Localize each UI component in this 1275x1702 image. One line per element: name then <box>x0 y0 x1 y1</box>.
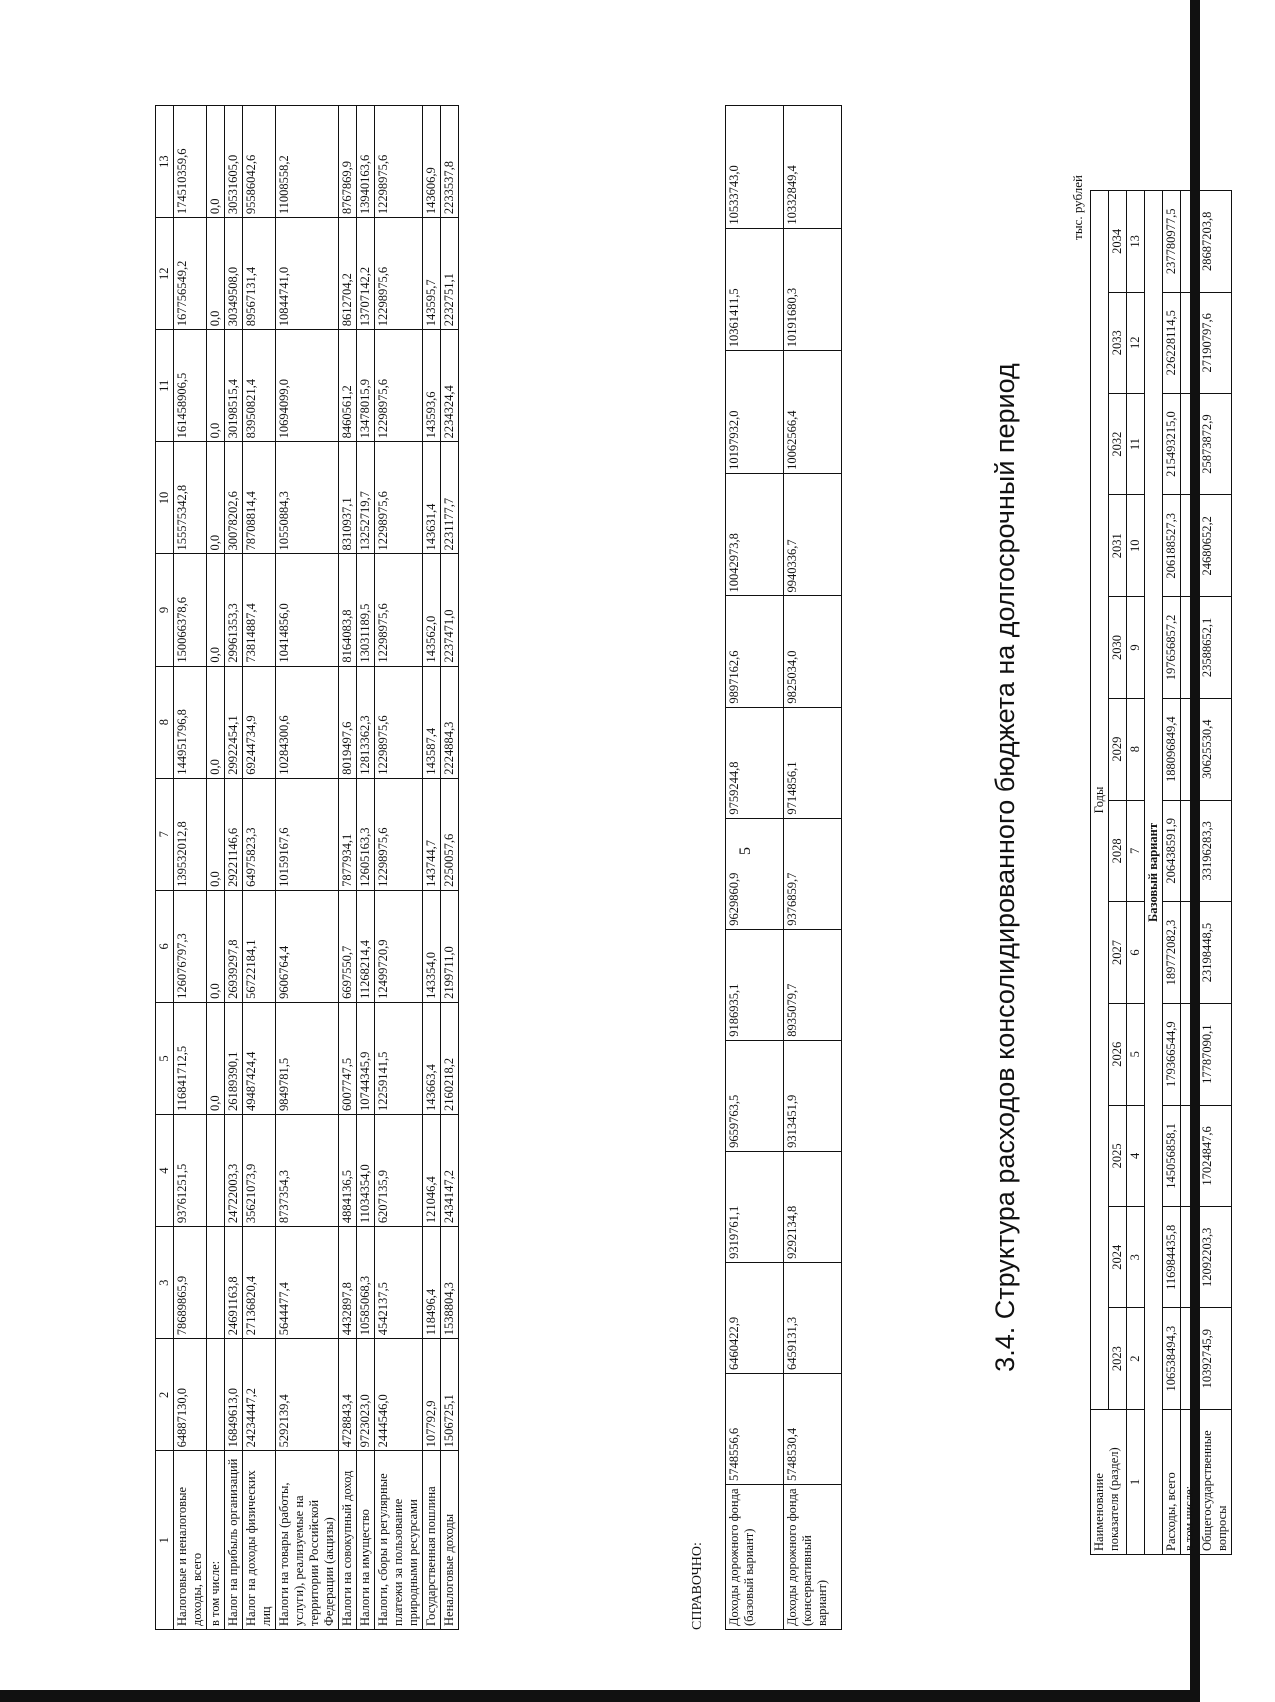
row-label: Государственная пошлина <box>423 1451 441 1630</box>
table-cell: 197656857,2 <box>1163 597 1181 699</box>
table-cell: 9940336,7 <box>784 473 842 596</box>
column-number: 5 <box>156 1002 174 1114</box>
table-cell: 9313451,9 <box>784 1040 842 1151</box>
table-row <box>423 106 441 1630</box>
table-cell: 116984435,8 <box>1163 1207 1181 1308</box>
table-cell: 143562,0 <box>423 554 441 666</box>
table-cell: 49487424,4 <box>243 1002 276 1114</box>
table-cell: 26189390,1 <box>225 1002 243 1114</box>
scan-edge-bottom <box>0 1690 1200 1702</box>
table-row <box>357 106 375 1630</box>
table-cell: 4884136,5 <box>339 1115 357 1227</box>
table-cell: 23588652,1 <box>1199 597 1232 699</box>
column-number: 2 <box>156 1339 174 1451</box>
table-cell: 188096849,4 <box>1163 698 1181 800</box>
table-cell <box>1181 292 1199 393</box>
column-number: 3 <box>1127 1207 1145 1308</box>
table-cell: 29961353,3 <box>225 554 243 666</box>
table-cell: 121046,4 <box>423 1115 441 1227</box>
table-cell: 12259141,5 <box>375 1002 423 1114</box>
column-number: 3 <box>156 1227 174 1339</box>
table-cell: 6007747,5 <box>339 1002 357 1114</box>
table-cell: 0,0 <box>207 106 225 218</box>
table-cell: 143354,0 <box>423 890 441 1002</box>
column-number: 11 <box>1127 393 1145 495</box>
years-row <box>1109 191 1127 1555</box>
table-row <box>1181 191 1199 1555</box>
expenses-table <box>1090 190 1232 1555</box>
row-label: в том числе: <box>207 1451 225 1630</box>
table-cell: 2237471,0 <box>441 554 459 666</box>
revenue-table <box>155 105 459 1630</box>
table-row <box>207 106 225 1630</box>
table-cell: 93761251,5 <box>174 1115 207 1227</box>
table-cell: 12298975,6 <box>375 778 423 890</box>
table-cell: 126076797,3 <box>174 890 207 1002</box>
table-cell: 9897162,6 <box>726 596 784 707</box>
table-cell: 24722003,3 <box>225 1115 243 1227</box>
table-cell: 1538804,3 <box>441 1227 459 1339</box>
table-cell: 30198515,4 <box>225 330 243 442</box>
table-cell: 10361411,5 <box>726 228 784 351</box>
table-cell: 174510359,6 <box>174 106 207 218</box>
year-header: 2032 <box>1109 393 1127 495</box>
table-cell: 143606,9 <box>423 106 441 218</box>
table-cell: 8460561,2 <box>339 330 357 442</box>
column-number: 9 <box>1127 597 1145 699</box>
table-cell: 106538494,3 <box>1163 1308 1181 1410</box>
table-cell: 145056858,1 <box>1163 1105 1181 1207</box>
table-cell <box>1181 1105 1199 1207</box>
table-cell: 56722184,1 <box>243 890 276 1002</box>
row-label: в том числе: <box>1181 1410 1199 1555</box>
table-cell: 155575342,8 <box>174 442 207 554</box>
table-cell: 139532012,8 <box>174 778 207 890</box>
table-cell: 8019497,6 <box>339 666 357 778</box>
table-cell: 9629860,9 <box>726 818 784 929</box>
column-number: 10 <box>156 442 174 554</box>
year-header: 2025 <box>1109 1105 1127 1207</box>
table-cell: 12813362,3 <box>357 666 375 778</box>
table-cell <box>1181 1207 1199 1308</box>
table-row <box>375 106 423 1630</box>
table-cell: 10197932,0 <box>726 351 784 474</box>
table-cell <box>1181 495 1199 597</box>
table-cell: 7877934,1 <box>339 778 357 890</box>
year-header: 2029 <box>1109 698 1127 800</box>
row-label: Доходы дорожного фонда (базовый вариант) <box>726 1485 784 1630</box>
table-cell <box>1181 393 1199 495</box>
table-cell: 10392745,9 <box>1199 1308 1232 1410</box>
table-cell: 167756549,2 <box>174 218 207 330</box>
table-cell: 144951796,8 <box>174 666 207 778</box>
row-label: Налоги на совокупный доход <box>339 1451 357 1630</box>
year-header: 2030 <box>1109 597 1127 699</box>
table-cell: 9292134,8 <box>784 1151 842 1262</box>
table-cell: 13031189,5 <box>357 554 375 666</box>
table-cell: 12499720,9 <box>375 890 423 1002</box>
table-cell: 116841712,5 <box>174 1002 207 1114</box>
column-number: 1 <box>1127 1410 1145 1555</box>
table-cell <box>1181 1003 1199 1105</box>
table-cell: 2250057,6 <box>441 778 459 890</box>
table-cell: 35621073,9 <box>243 1115 276 1227</box>
row-label: Налог на доходы физических лиц <box>243 1451 276 1630</box>
table-cell: 10844741,0 <box>276 218 339 330</box>
table-cell: 6459131,3 <box>784 1262 842 1373</box>
table-cell: 27190797,6 <box>1199 292 1232 393</box>
table-cell: 10744345,9 <box>357 1002 375 1114</box>
table-cell: 2434147,2 <box>441 1115 459 1227</box>
year-header: 2031 <box>1109 495 1127 597</box>
table-cell: 69244734,9 <box>243 666 276 778</box>
table-cell <box>1181 191 1199 293</box>
table-cell: 30531605,0 <box>225 106 243 218</box>
table-cell: 73814887,4 <box>243 554 276 666</box>
table-cell: 0,0 <box>207 330 225 442</box>
table-row <box>784 106 842 1630</box>
table-cell: 13252719,7 <box>357 442 375 554</box>
column-number: 4 <box>1127 1105 1145 1207</box>
table-cell: 10332849,4 <box>784 106 842 229</box>
table-cell: 2233537,8 <box>441 106 459 218</box>
section-heading: 3.4. Структура расходов консолидированного бюджета на долгосрочный период <box>990 363 1020 1372</box>
row-label: Налоги, сборы и регулярные платежи за пользование природными ресурсами <box>375 1451 423 1630</box>
table-cell: 17787090,1 <box>1199 1003 1232 1105</box>
column-number: 13 <box>156 106 174 218</box>
table-cell: 6697550,7 <box>339 890 357 1002</box>
table-cell: 30078202,6 <box>225 442 243 554</box>
table-cell: 107792,9 <box>423 1339 441 1451</box>
table-cell: 10042973,8 <box>726 473 784 596</box>
table-cell: 0,0 <box>207 778 225 890</box>
row-label: Расходы, всего <box>1163 1410 1181 1555</box>
column-number: 12 <box>1127 292 1145 393</box>
column-number: 10 <box>1127 495 1145 597</box>
table-row <box>339 106 357 1630</box>
table-cell <box>1181 1308 1199 1410</box>
page-number: 5 <box>737 847 754 855</box>
year-header: 2034 <box>1109 191 1127 293</box>
column-number: 4 <box>156 1115 174 1227</box>
rotated-content <box>95 80 1275 1640</box>
year-header: 2023 <box>1109 1308 1127 1410</box>
table-cell: 24680652,2 <box>1199 495 1232 597</box>
table-cell: 9759244,8 <box>726 707 784 818</box>
table-cell: 9723023,0 <box>357 1339 375 1451</box>
table-row <box>1199 191 1232 1555</box>
column-number: 1 <box>156 1451 174 1630</box>
year-header: 2027 <box>1109 902 1127 1004</box>
table-cell: 2199711,0 <box>441 890 459 1002</box>
table-cell: 0,0 <box>207 890 225 1002</box>
table-cell <box>1181 800 1199 902</box>
table-cell: 64887130,0 <box>174 1339 207 1451</box>
table-cell: 12298975,6 <box>375 106 423 218</box>
table-cell <box>207 1227 225 1339</box>
table-row <box>1163 191 1181 1555</box>
column-number: 2 <box>1127 1308 1145 1410</box>
row-label: Налоговые и неналоговые доходы, всего <box>174 1451 207 1630</box>
table-row <box>243 106 276 1630</box>
column-number: 6 <box>156 890 174 1002</box>
table-cell: 10533743,0 <box>726 106 784 229</box>
table-cell: 11008558,2 <box>276 106 339 218</box>
table-cell: 206438591,9 <box>1163 800 1181 902</box>
table-cell: 17024847,6 <box>1199 1105 1232 1207</box>
table-cell: 143631,4 <box>423 442 441 554</box>
table-cell: 9849781,5 <box>276 1002 339 1114</box>
table-cell: 9376859,7 <box>784 818 842 929</box>
table-cell: 13940163,6 <box>357 106 375 218</box>
table-cell: 143744,7 <box>423 778 441 890</box>
column-number: 9 <box>156 554 174 666</box>
column-number: 13 <box>1127 191 1145 293</box>
table-cell: 5748556,6 <box>726 1373 784 1484</box>
table-cell: 8767869,9 <box>339 106 357 218</box>
table-cell: 10550884,3 <box>276 442 339 554</box>
table-cell: 6207135,9 <box>375 1115 423 1227</box>
road-fund-table <box>725 105 842 1630</box>
table-cell: 5292139,4 <box>276 1339 339 1451</box>
table-cell: 25873872,9 <box>1199 393 1232 495</box>
table-cell: 26939297,8 <box>225 890 243 1002</box>
table-cell: 95586042,6 <box>243 106 276 218</box>
table-cell: 161458906,5 <box>174 330 207 442</box>
table-cell: 2160218,2 <box>441 1002 459 1114</box>
revenue-table-header <box>156 106 174 1630</box>
table-cell: 13478015,9 <box>357 330 375 442</box>
table-cell <box>1181 902 1199 1004</box>
table-cell: 237780977,5 <box>1163 191 1181 293</box>
year-header: 2033 <box>1109 292 1127 393</box>
column-number: 11 <box>156 330 174 442</box>
table-cell: 143587,4 <box>423 666 441 778</box>
table-cell: 189772082,3 <box>1163 902 1181 1004</box>
table-cell: 2231177,7 <box>441 442 459 554</box>
table-cell: 10062566,4 <box>784 351 842 474</box>
column-number: 7 <box>1127 800 1145 902</box>
table-cell: 11268214,4 <box>357 890 375 1002</box>
table-cell: 29922454,1 <box>225 666 243 778</box>
table-cell: 83950821,4 <box>243 330 276 442</box>
table-cell: 215493215,0 <box>1163 393 1181 495</box>
table-cell: 4432897,8 <box>339 1227 357 1339</box>
row-label: Неналоговые доходы <box>441 1451 459 1630</box>
table-cell: 8164083,8 <box>339 554 357 666</box>
row-label: Налоги на имущество <box>357 1451 375 1630</box>
table-cell: 9186935,1 <box>726 929 784 1040</box>
table-cell: 8737354,3 <box>276 1115 339 1227</box>
table-cell: 5644477,4 <box>276 1227 339 1339</box>
table-cell: 0,0 <box>207 554 225 666</box>
table-cell: 10284300,6 <box>276 666 339 778</box>
unit-label: тыс. рублей <box>1070 175 1085 240</box>
variant-label: Базовый вариант <box>1145 191 1163 1555</box>
table-cell: 30625530,4 <box>1199 698 1232 800</box>
column-number: 8 <box>156 666 174 778</box>
table-cell: 12298975,6 <box>375 218 423 330</box>
table-cell: 78689865,9 <box>174 1227 207 1339</box>
table-cell: 0,0 <box>207 442 225 554</box>
table-cell: 30349508,0 <box>225 218 243 330</box>
table-cell: 9319761,1 <box>726 1151 784 1262</box>
table-cell: 10585068,3 <box>357 1227 375 1339</box>
table-cell: 8935079,7 <box>784 929 842 1040</box>
table-cell: 9825034,0 <box>784 596 842 707</box>
table-cell: 0,0 <box>207 1002 225 1114</box>
table-cell <box>1181 698 1199 800</box>
table-row <box>174 106 207 1630</box>
table-cell: 143595,7 <box>423 218 441 330</box>
table-cell: 2444546,0 <box>375 1339 423 1451</box>
table-cell: 9606764,4 <box>276 890 339 1002</box>
years-header: Годы <box>1091 191 1109 1410</box>
row-label: Доходы дорожного фонда (консервативный вариант) <box>784 1485 842 1630</box>
variant-row <box>1145 191 1163 1555</box>
table-cell: 10694099,0 <box>276 330 339 442</box>
column-number: 8 <box>1127 698 1145 800</box>
table-cell <box>207 1115 225 1227</box>
column-number: 5 <box>1127 1003 1145 1105</box>
table-cell: 27136820,4 <box>243 1227 276 1339</box>
table-cell: 28687203,8 <box>1199 191 1232 293</box>
table-row <box>225 106 243 1630</box>
table-cell: 4542137,5 <box>375 1227 423 1339</box>
table-cell: 5748530,4 <box>784 1373 842 1484</box>
column-number: 12 <box>156 218 174 330</box>
table-cell: 12092203,3 <box>1199 1207 1232 1308</box>
table-cell: 24691163,8 <box>225 1227 243 1339</box>
table-row <box>726 106 784 1630</box>
year-header: 2024 <box>1109 1207 1127 1308</box>
table-cell: 8310937,1 <box>339 442 357 554</box>
table-cell: 9714856,1 <box>784 707 842 818</box>
table-cell: 10414856,0 <box>276 554 339 666</box>
table-cell: 1506725,1 <box>441 1339 459 1451</box>
table-cell: 8612704,2 <box>339 218 357 330</box>
table-row <box>441 106 459 1630</box>
table-cell: 33196283,3 <box>1199 800 1232 902</box>
table-row <box>276 106 339 1630</box>
table-cell: 23198448,5 <box>1199 902 1232 1004</box>
row-label: Налоги на товары (работы, услуги), реализуемые на территории Российской Федерации (акцизы) <box>276 1451 339 1630</box>
table-cell: 12298975,6 <box>375 666 423 778</box>
table-cell: 4728843,4 <box>339 1339 357 1451</box>
table-cell: 6460422,9 <box>726 1262 784 1373</box>
table-cell: 24234447,2 <box>243 1339 276 1451</box>
expenses-header-row <box>1091 191 1109 1555</box>
numbers-row <box>1127 191 1145 1555</box>
table-cell: 10191680,3 <box>784 228 842 351</box>
table-cell: 0,0 <box>207 218 225 330</box>
table-cell: 9659763,5 <box>726 1040 784 1151</box>
table-cell: 206188527,3 <box>1163 495 1181 597</box>
table-cell: 29221146,6 <box>225 778 243 890</box>
table-cell: 2224884,3 <box>441 666 459 778</box>
table-cell: 16849613,0 <box>225 1339 243 1451</box>
table-cell: 143663,4 <box>423 1002 441 1114</box>
table-cell: 64975823,3 <box>243 778 276 890</box>
year-header: 2028 <box>1109 800 1127 902</box>
table-cell: 13707142,2 <box>357 218 375 330</box>
table-cell: 89567131,4 <box>243 218 276 330</box>
table-cell: 11034354,0 <box>357 1115 375 1227</box>
table-cell: 2232751,1 <box>441 218 459 330</box>
column-number: 7 <box>156 778 174 890</box>
table-cell: 118496,4 <box>423 1227 441 1339</box>
table-cell <box>207 1339 225 1451</box>
table-cell: 12298975,6 <box>375 442 423 554</box>
table-cell: 78708814,4 <box>243 442 276 554</box>
table-cell: 12298975,6 <box>375 330 423 442</box>
table-cell: 0,0 <box>207 666 225 778</box>
table-cell: 150066378,6 <box>174 554 207 666</box>
reference-label: СПРАВОЧНО: <box>690 1542 705 1630</box>
table-cell: 2234324,4 <box>441 330 459 442</box>
table-cell: 12605163,3 <box>357 778 375 890</box>
table-cell <box>1181 597 1199 699</box>
table-cell: 143593,6 <box>423 330 441 442</box>
year-header: 2026 <box>1109 1003 1127 1105</box>
table-cell: 10159167,6 <box>276 778 339 890</box>
row-label: Налог на прибыль организаций <box>225 1451 243 1630</box>
table-cell: 179366544,9 <box>1163 1003 1181 1105</box>
table-cell: 226228114,5 <box>1163 292 1181 393</box>
column-number: 6 <box>1127 902 1145 1004</box>
col-name-header: Наименование показателя (раздел) <box>1091 1410 1127 1555</box>
table-cell: 12298975,6 <box>375 554 423 666</box>
row-label: Общегосударственные вопросы <box>1199 1410 1232 1555</box>
